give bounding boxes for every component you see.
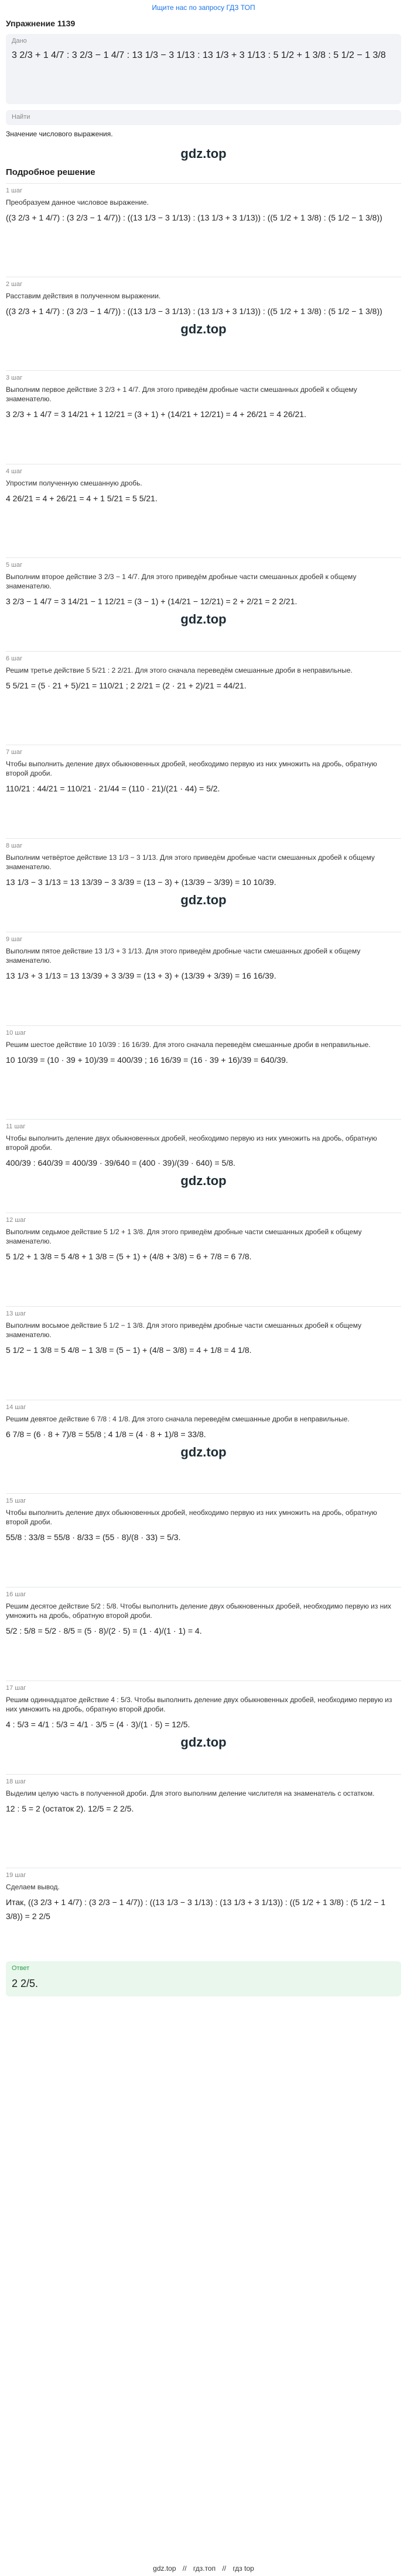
step-math: ((3 2/3 + 1 4/7) : (3 2/3 − 1 4/7)) : ((13 1/3 − 3 1/13) : (13 1/3 + 3 1/13)) : ((5 1/2 + 1 3/8) : (5 1/2 − 1 3/8)) xyxy=(6,213,382,222)
step-label: 18 шаг xyxy=(6,1778,26,1785)
solution-step xyxy=(6,557,401,645)
step-math: 6 7/8 = (6 · 8 + 7)/8 = 55/8 ; 4 1/8 = (4 · 8 + 1)/8 = 33/8. xyxy=(6,1430,206,1439)
step-label: 9 шаг xyxy=(6,936,23,943)
solution-step xyxy=(6,1119,401,1207)
step-math: 3 2/3 + 1 4/7 = 3 14/21 + 1 12/21 = (3 + 1) + (14/21 + 12/21) = 4 + 26/21 = 4 26/21. xyxy=(6,409,306,419)
watermark: gdz.top xyxy=(180,1735,227,1750)
step-math: 10 10/39 = (10 · 39 + 10)/39 = 400/39 ; 16 16/39 = (16 · 39 + 16)/39 = 640/39. xyxy=(6,1055,288,1065)
step-divider xyxy=(6,1025,401,1026)
step-label: 2 шаг xyxy=(6,281,23,288)
footer xyxy=(0,2564,407,2572)
step-label: 3 шаг xyxy=(6,374,23,381)
watermark: gdz.top xyxy=(180,1445,227,1459)
step-text: Выполним четвёртое действие 13 1/3 − 3 1/13. Для этого приведём дробные части смешанных дробей к общему знаменателю. xyxy=(6,853,375,871)
watermark: gdz.top xyxy=(180,612,227,626)
step-text: Решим одиннадцатое действие 4 : 5/3. Чтобы выполнить деление двух обыкновенных дробей, необходимо первую из них умножить на дробь, обратную второй дроби. xyxy=(6,1696,392,1713)
watermark: gdz.top xyxy=(180,322,227,336)
step-math: 5/2 : 5/8 = 5/2 · 8/5 = (5 · 8)/(2 · 5) = (1 · 4)/(1 · 1) = 4. xyxy=(6,1626,202,1635)
answer-label: Ответ xyxy=(12,1965,30,1972)
step-label: 16 шаг xyxy=(6,1591,26,1598)
section-title: Подробное решение xyxy=(6,167,95,177)
step-label: 4 шаг xyxy=(6,468,23,475)
step-label: 7 шаг xyxy=(6,749,23,756)
solution-step xyxy=(6,745,401,832)
given-label: Дано xyxy=(12,37,27,44)
find-box xyxy=(6,110,401,125)
step-divider xyxy=(6,183,401,184)
step-text: Решим десятое действие 5/2 : 5/8. Чтобы выполнить деление двух обыкновенных дробей, необходимо первую из них умножить на дробь, обратную второй дроби. xyxy=(6,1602,392,1620)
solution-step xyxy=(6,1306,401,1394)
footer-sep-2: // xyxy=(222,2564,227,2572)
step-math: 12 : 5 = 2 (остаток 2). 12/5 = 2 2/5. xyxy=(6,1804,134,1813)
step-text: Преобразуем данное числовое выражение. xyxy=(6,198,149,206)
solution-step xyxy=(6,1400,401,1487)
solution-step xyxy=(6,277,401,364)
footer-link-2[interactable]: гдз.топ xyxy=(193,2564,216,2572)
solution-step xyxy=(6,183,401,271)
page-content xyxy=(0,19,407,1996)
step-label: 1 шаг xyxy=(6,187,23,194)
step-math: 400/39 : 640/39 = 400/39 · 39/640 = (400 · 39)/(39 · 640) = 5/8. xyxy=(6,1158,235,1168)
footer-sep-1: // xyxy=(182,2564,187,2572)
find-label: Найти xyxy=(12,113,30,120)
solution-step xyxy=(6,1587,401,1675)
solution-step xyxy=(6,370,401,458)
watermark: gdz.top xyxy=(180,146,227,161)
answer-value: 2 2/5. xyxy=(12,1978,39,1989)
solution-step xyxy=(6,1493,401,1581)
step-divider xyxy=(6,651,401,652)
step-label: 13 шаг xyxy=(6,1310,26,1317)
step-text: Чтобы выполнить деление двух обыкновенных дробей, необходимо первую из них умножить на дробь, обратную второй дроби. xyxy=(6,760,377,777)
solution-step xyxy=(6,464,401,552)
top-search-link[interactable]: Ищите нас по запросу ГДЗ ТОП xyxy=(152,4,255,12)
step-label: 5 шаг xyxy=(6,562,23,569)
watermark: gdz.top xyxy=(180,893,227,907)
given-expression: 3 2/3 + 1 4/7 : 3 2/3 − 1 4/7 : 13 1/3 − 3 1/13 : 13 1/3 + 3 1/13 : 5 1/2 + 1 3/8 : 5 1/2 − 1 3/8 xyxy=(12,50,386,60)
step-math: 5 5/21 = (5 · 21 + 5)/21 = 110/21 ; 2 2/21 = (2 · 21 + 2)/21 = 44/21. xyxy=(6,681,247,690)
watermark: gdz.top xyxy=(180,1173,227,1188)
solution-step xyxy=(6,651,401,739)
step-text: Решим девятое действие 6 7/8 : 4 1/8. Для этого сначала переведём смешанные дроби в неправильные. xyxy=(6,1415,350,1423)
solution-step xyxy=(6,838,401,926)
step-text: Упростим полученную смешанную дробь. xyxy=(6,479,142,487)
step-text: Чтобы выполнить деление двух обыкновенных дробей, необходимо первую из них умножить на дробь, обратную второй дроби. xyxy=(6,1134,377,1152)
step-text: Выделим целую часть в полученной дроби. Для этого выполним деление числителя на знаменатель с остатком. xyxy=(6,1789,375,1797)
step-label: 17 шаг xyxy=(6,1685,26,1692)
step-math: 4 26/21 = 4 + 26/21 = 4 + 1 5/21 = 5 5/21. xyxy=(6,494,158,503)
step-label: 8 шаг xyxy=(6,842,23,849)
step-label: 15 шаг xyxy=(6,1497,26,1504)
step-math: 5 1/2 − 1 3/8 = 5 4/8 − 1 3/8 = (5 − 1) + (4/8 − 3/8) = 4 + 1/8 = 4 1/8. xyxy=(6,1345,252,1355)
step-math: 3 2/3 − 1 4/7 = 3 14/21 − 1 12/21 = (3 − 1) + (14/21 − 12/21) = 2 + 2/21 = 2 2/21. xyxy=(6,597,297,606)
solution-step xyxy=(6,1680,401,1768)
step-math: ((3 2/3 + 1 4/7) : (3 2/3 − 1 4/7)) : ((13 1/3 − 3 1/13) : (13 1/3 + 3 1/13)) : ((5 1/2 + 1 3/8) : (5 1/2 − 1 3/8)) xyxy=(6,306,382,316)
step-text: Выполним восьмое действие 5 1/2 − 1 3/8. Для этого приведём дробные части смешанных дробей к общему знаменателю. xyxy=(6,1321,362,1339)
step-math: 13 1/3 − 3 1/13 = 13 13/39 − 3 3/39 = (13 − 3) + (13/39 − 3/39) = 10 10/39. xyxy=(6,877,276,887)
step-text: Расставим действия в полученном выражении. xyxy=(6,292,161,300)
step-divider xyxy=(6,1680,401,1681)
step-label: 12 шаг xyxy=(6,1217,26,1224)
step-label: 19 шаг xyxy=(6,1872,26,1879)
step-divider xyxy=(6,557,401,558)
step-text: Решим шестое действие 10 10/39 : 16 16/39. Для этого сначала переведём смешанные дроби в неправильные. xyxy=(6,1041,371,1049)
step-math: 13 1/3 + 3 1/13 = 13 13/39 + 3 3/39 = (13 + 3) + (13/39 + 3/39) = 16 16/39. xyxy=(6,971,276,980)
step-math: 5 1/2 + 1 3/8 = 5 4/8 + 1 3/8 = (5 + 1) + (4/8 + 3/8) = 6 + 7/8 = 6 7/8. xyxy=(6,1252,252,1261)
given-box xyxy=(6,34,401,104)
footer-link-1[interactable]: gdz.top xyxy=(153,2564,176,2572)
step-text: Выполним седьмое действие 5 1/2 + 1 3/8. Для этого приведём дробные части смешанных дробей к общему знаменателю. xyxy=(6,1228,362,1245)
step-divider xyxy=(6,838,401,839)
step-divider xyxy=(6,1119,401,1120)
step-label: 10 шаг xyxy=(6,1029,26,1036)
step-math: 110/21 : 44/21 = 110/21 · 21/44 = (110 · 21)/(21 · 44) = 5/2. xyxy=(6,784,220,793)
step-math: 55/8 : 33/8 = 55/8 · 8/33 = (55 · 8)/(8 · 33) = 5/3. xyxy=(6,1532,181,1542)
solution-step xyxy=(6,1025,401,1113)
step-divider xyxy=(6,1774,401,1775)
solution-step xyxy=(6,932,401,1020)
step-divider xyxy=(6,1306,401,1307)
top-banner xyxy=(0,0,407,15)
step-text: Выполним второе действие 3 2/3 − 1 4/7. Для этого приведём дробные части смешанных дробей к общему знаменателю. xyxy=(6,573,357,590)
step-text: Сделаем вывод. xyxy=(6,1883,60,1891)
answer-box xyxy=(6,1961,401,1996)
step-label: 6 шаг xyxy=(6,655,23,662)
step-divider xyxy=(6,1493,401,1494)
solution-step xyxy=(6,1774,401,1862)
step-text: Чтобы выполнить деление двух обыкновенных дробей, необходимо первую из них умножить на дробь, обратную второй дроби. xyxy=(6,1509,377,1526)
step-math: Итак, ((3 2/3 + 1 4/7) : (3 2/3 − 1 4/7)) : ((13 1/3 − 3 1/13) : (13 1/3 + 3 1/13)) : ((5 1/2 + 1 3/8) : (5 1/2 − 1 3/8)) = 2 2/5 xyxy=(6,1897,386,1921)
steps-list xyxy=(6,183,401,1955)
solution-step xyxy=(6,1868,401,1955)
step-text: Решим третье действие 5 5/21 : 2 2/21. Для этого сначала переведём смешанные дроби в неправильные. xyxy=(6,666,353,674)
step-label: 11 шаг xyxy=(6,1123,26,1130)
step-text: Выполним первое действие 3 2/3 + 1 4/7. Для этого приведём дробные части смешанных дробей к общему знаменателю. xyxy=(6,385,357,403)
step-text: Выполним пятое действие 13 1/3 + 3 1/13. Для этого приведём дробные части смешанных дробей к общему знаменателю. xyxy=(6,947,361,965)
step-label: 14 шаг xyxy=(6,1404,26,1411)
footer-link-3[interactable]: гдз top xyxy=(232,2564,254,2572)
find-text: Значение числового выражения. xyxy=(6,130,113,138)
page-title: Упражнение 1139 xyxy=(6,19,76,28)
step-divider xyxy=(6,370,401,371)
step-math: 4 : 5/3 = 4/1 : 5/3 = 4/1 · 3/5 = (4 · 3)/(1 · 5) = 12/5. xyxy=(6,1720,190,1729)
solution-step xyxy=(6,1213,401,1300)
